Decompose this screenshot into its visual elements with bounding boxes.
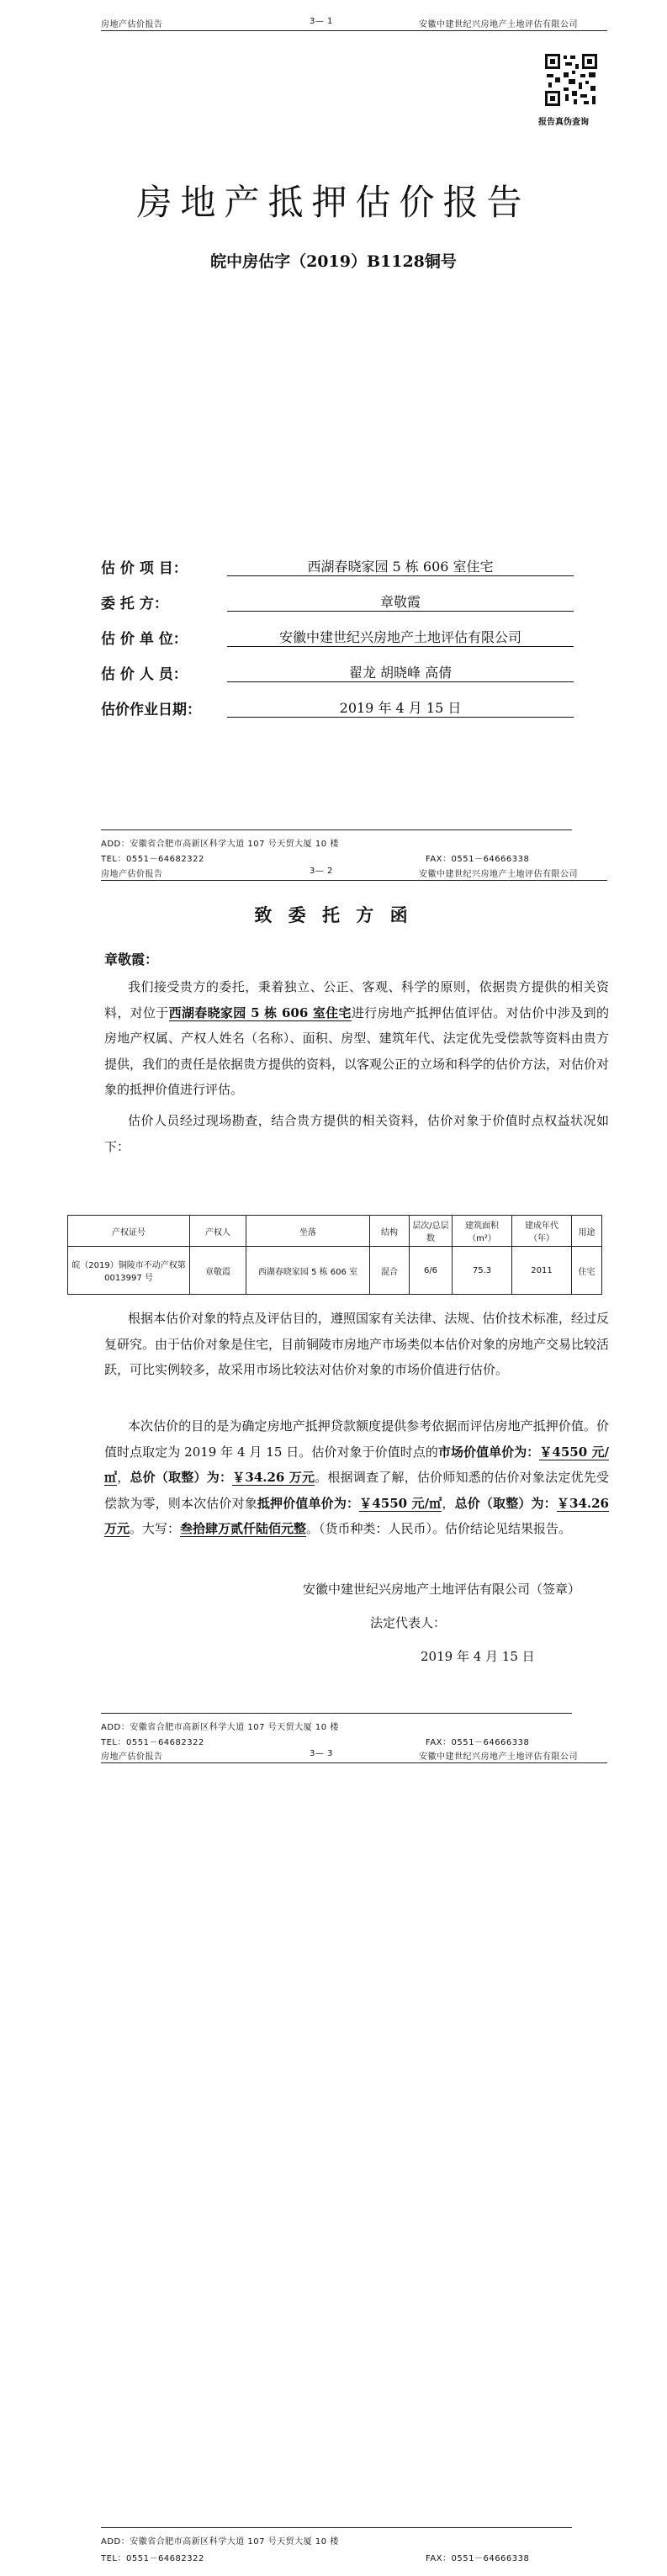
column-header: 坐落 [246,1216,370,1247]
info-value-appraisers: 翟龙 胡晓峰 高倩 [227,662,574,682]
mortgage-unit-price: ￥4550 元/㎡ [359,1495,442,1511]
info-label: 委 托 方： [101,596,168,612]
report-title: 房地产抵押估价报告 [136,182,531,223]
signature-representative: 法定代表人： [370,1615,447,1630]
column-header: 层次/总层数 [410,1216,453,1247]
table-cell: 西湖春晓家园 5 栋 606 室 [246,1247,370,1295]
footer-tel: TEL：0551－64682322 [101,1738,204,1747]
text: ， [117,1470,130,1485]
table-cell: 6/6 [410,1247,453,1295]
column-header: 建筑面积（m²） [453,1216,512,1247]
info-value-client: 章敬霞 [227,591,574,612]
footer-address: ADD：安徽省合肥市高新区科学大道 107 号天贸大厦 10 楼 [101,2537,339,2547]
signature-date: 2019 年 4 月 15 日 [421,1649,535,1664]
table-cell: 75.3 [453,1247,512,1295]
footer-tel: TEL：0551－64682322 [101,855,204,864]
page-header-right: 安徽中建世纪兴房地产土地评估有限公司 [419,20,578,29]
text: 市场价值单价为： [437,1444,540,1460]
footer-address: ADD：安徽省合肥市高新区科学大道 107 号天贸大厦 10 楼 [101,840,339,849]
footer-fax: FAX：0551－64666338 [426,855,530,864]
text: ， [442,1495,455,1511]
table-cell: 章敬霞 [190,1247,246,1295]
text: 。（货币种类：人民币）。估价结论见结果报告。 [306,1521,572,1536]
qr-code-icon[interactable] [543,52,599,108]
table-cell: 2011 [512,1247,572,1295]
header-rule [101,1762,607,1763]
page-header-left: 房地产估价报告 [101,20,163,29]
text: 总价（取整）为： [454,1495,557,1511]
qr-caption: 报告真伪查询 [538,118,589,127]
report-number: 皖中房估字（2019）B1128铜号 [210,252,457,271]
text: 总价（取整）为： [130,1470,233,1485]
page-header-left: 房地产估价报告 [101,870,163,879]
info-label: 估价作业日期： [101,702,201,718]
market-unit-price: ￥4550 元/㎡ [104,1444,609,1485]
column-header: 结构 [370,1216,410,1247]
info-label: 估 价 项 目： [101,560,188,577]
table-cell: 住宅 [572,1247,602,1295]
column-header: 用途 [572,1216,602,1247]
footer-rule [101,1713,572,1714]
column-header: 产权证号 [68,1216,190,1247]
table-header-row [68,1216,602,1247]
info-row-client [101,591,168,612]
info-label: 估 价 人 员： [101,666,188,683]
property-address: 西湖春晓家园 5 栋 606 室住宅 [168,1004,352,1020]
column-header: 建成年代（年） [512,1216,572,1247]
market-total-price: ￥34.26 万元 [232,1470,315,1485]
info-row-unit [101,627,188,648]
info-value-unit: 安徽中建世纪兴房地产土地评估有限公司 [227,627,574,647]
table-cell: 混合 [370,1247,410,1295]
letter-heading: 致 委 托 方 函 [254,904,413,925]
info-label: 估 价 单 位： [101,631,188,648]
text: 我们接受贵方的委托，秉着独立、公正、客观、科学的原则，依据贵方提供的相关资料，对位于 [104,979,609,1020]
signature-company: 安徽中建世纪兴房地产土地评估有限公司（签章） [303,1582,581,1597]
salutation: 章敬霞： [104,951,159,967]
info-row-date [101,697,201,718]
table-cell: 皖（2019）铜陵市不动产权第 0013997 号 [68,1247,190,1295]
footer-tel: TEL：0551－64682322 [101,2554,204,2563]
table-row [68,1247,602,1295]
header-rule [101,880,607,881]
text: 本次估价的目的是为确定房地产抵押贷款额度提供参考依据而评估房地产抵押价值。价值时点取定为 2019 年 4 月 15 日。估价对象于价值时点的 [104,1418,609,1460]
footer-fax: FAX：0551－64666338 [426,2554,530,2563]
info-value-project: 西湖春晓家园 5 栋 606 室住宅 [227,556,574,576]
paragraph-intro [104,974,609,1103]
page-header-right: 安徽中建世纪兴房地产土地评估有限公司 [419,870,578,879]
mortgage-total-price: ￥34.26 万元 [104,1495,609,1536]
text: 。根据调查了解，估价师知悉的估价对象法定优先受偿款为零，则本次估价对象 [104,1470,609,1511]
info-row-project [101,556,188,577]
page-header-left: 房地产估价报告 [101,1752,163,1762]
info-value-date: 2019 年 4 月 15 日 [227,697,574,718]
info-row-appraisers [101,662,188,683]
page-header-right: 安徽中建世纪兴房地产土地评估有限公司 [419,1752,578,1762]
page-number: 3— 1 [310,17,333,26]
page-number: 3— 3 [310,1749,333,1758]
paragraph-status: 估价人员经过现场勘查，结合贵方提供的相关资料，估价对象于价值时点权益状况如下： [104,1113,609,1154]
amount-in-words: 叁拾肆万贰仟陆佰元整 [180,1521,307,1536]
text: 进行房地产抵押估值评估。对估价中涉及到的房地产权属、产权人姓名（名称）、面积、房型、建筑年代、法定优先受偿款等资料由贵方提供，我们的责任是依据贵方提供的资料，以客观公正的立场和科学的估价方法，对估价对象的抵押价值进行评估。 [104,1004,610,1097]
paragraph-conclusion [104,1413,609,1542]
footer-fax: FAX：0551－64666338 [426,1738,530,1747]
footer-address: ADD：安徽省合肥市高新区科学大道 107 号天贸大厦 10 楼 [101,1723,339,1732]
page-number: 3— 2 [310,867,333,876]
property-table [67,1215,602,1295]
footer-rule [101,2527,572,2528]
text: 。大写： [130,1521,181,1536]
paragraph-method: 根据本估价对象的特点及评估目的，遵照国家有关法律、法规、估价技术标准，经过反复研究。由于估价对象是住宅，目前铜陵市房地产市场类似本估价对象的房地产交易比较活跃，可比实例较多，故采用市场比较法对估价对象的市场价值进行估价。 [104,1311,610,1377]
text: 抵押价值单价为： [257,1495,360,1511]
header-rule [101,30,607,31]
column-header: 产权人 [190,1216,246,1247]
